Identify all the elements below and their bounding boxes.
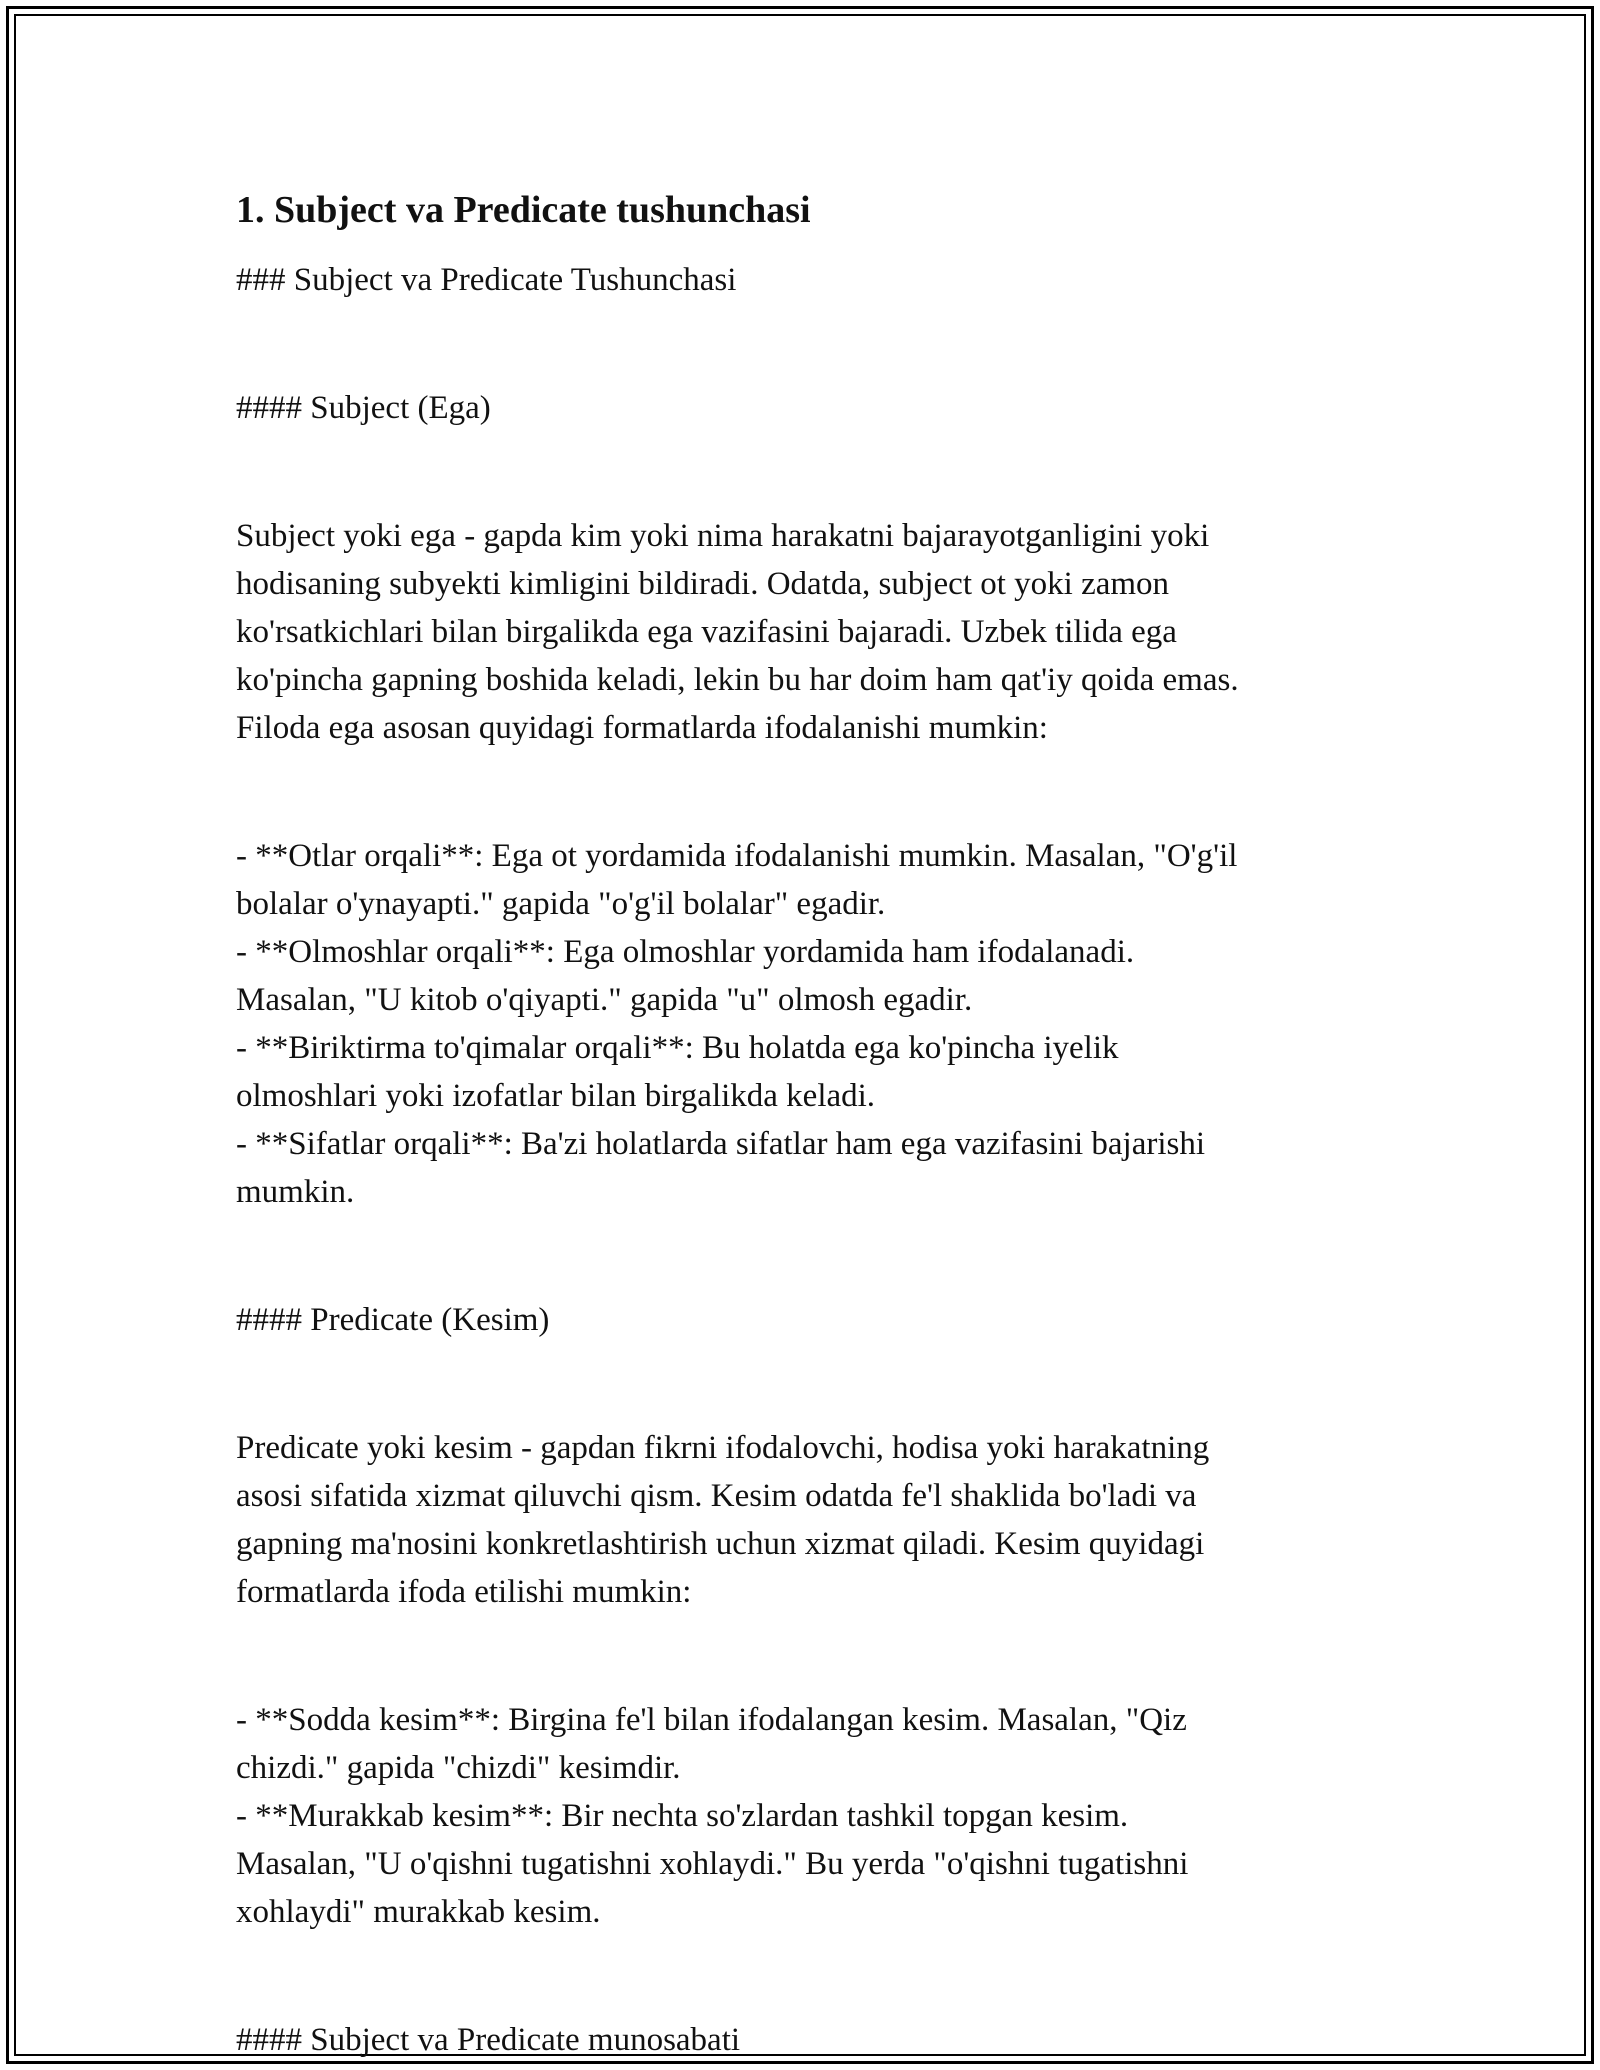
- text-line: - **Olmoshlar orqali**: Ega olmoshlar yordamida ham ifodalanadi.: [236, 934, 1135, 970]
- text-line: hodisaning subyekti kimligini bildiradi. Odatda, subject ot yoki zamon: [236, 566, 1170, 602]
- text-line: mumkin.: [236, 1174, 355, 1210]
- page-title: 1. Subject va Predicate tushunchasi: [236, 189, 811, 231]
- text-line: - **Biriktirma to'qimalar orqali**: Bu holatda ega ko'pincha iyelik: [236, 1030, 1119, 1066]
- blank-line: [236, 448, 1366, 496]
- blank-line: [236, 768, 1366, 816]
- text-line: Masalan, "U o'qishni tugatishni xohlaydi." Bu yerda "o'qishni tugatishni: [236, 1846, 1189, 1882]
- blank-line: [236, 1952, 1366, 2000]
- text-line: formatlarda ifoda etilishi mumkin:: [236, 1574, 692, 1610]
- section-heading: ### Subject va Predicate Tushunchasi: [236, 262, 737, 298]
- text-line: - **Murakkab kesim**: Bir nechta so'zlardan tashkil topgan kesim.: [236, 1798, 1129, 1834]
- section-heading: #### Subject va Predicate munosabati: [236, 2022, 741, 2058]
- text-line: - **Sodda kesim**: Birgina fe'l bilan ifodalangan kesim. Masalan, "Qiz: [236, 1702, 1187, 1738]
- blank-line: [236, 1360, 1366, 1408]
- text-line: ko'rsatkichlari bilan birgalikda ega vazifasini bajaradi. Uzbek tilida ega: [236, 614, 1177, 650]
- text-line: asosi sifatida xizmat qiluvchi qism. Kesim odatda fe'l shaklida bo'ladi va: [236, 1478, 1197, 1514]
- text-line: ko'pincha gapning boshida keladi, lekin bu har doim ham qat'iy qoida emas.: [236, 662, 1239, 698]
- section-heading: #### Subject (Ega): [236, 390, 491, 426]
- blank-line: [236, 1632, 1366, 1680]
- document-text: [236, 256, 1366, 2064]
- text-line: Filoda ega asosan quyidagi formatlarda ifodalanishi mumkin:: [236, 710, 1048, 746]
- text-line: Predicate yoki kesim - gapdan fikrni ifodalovchi, hodisa yoki harakatning: [236, 1430, 1210, 1466]
- text-line: Subject yoki ega - gapda kim yoki nima harakatni bajarayotganligini yoki: [236, 518, 1210, 554]
- text-line: chizdi." gapida "chizdi" kesimdir.: [236, 1750, 681, 1786]
- section-heading: #### Predicate (Kesim): [236, 1302, 550, 1338]
- text-line: Masalan, "U kitob o'qiyapti." gapida "u" olmosh egadir.: [236, 982, 973, 1018]
- text-line: bolalar o'ynayapti." gapida "o'g'il bolalar" egadir.: [236, 886, 886, 922]
- document-body: [236, 186, 1366, 2064]
- text-line: xohlaydi" murakkab kesim.: [236, 1894, 601, 1930]
- blank-line: [236, 320, 1366, 368]
- blank-line: [236, 1232, 1366, 1280]
- text-line: - **Otlar orqali**: Ega ot yordamida ifodalanishi mumkin. Masalan, "O'g'il: [236, 838, 1238, 874]
- text-line: - **Sifatlar orqali**: Ba'zi holatlarda sifatlar ham ega vazifasini bajarishi: [236, 1126, 1206, 1162]
- text-line: olmoshlari yoki izofatlar bilan birgalikda keladi.: [236, 1078, 876, 1114]
- text-line: gapning ma'nosini konkretlashtirish uchun xizmat qiladi. Kesim quyidagi: [236, 1526, 1205, 1562]
